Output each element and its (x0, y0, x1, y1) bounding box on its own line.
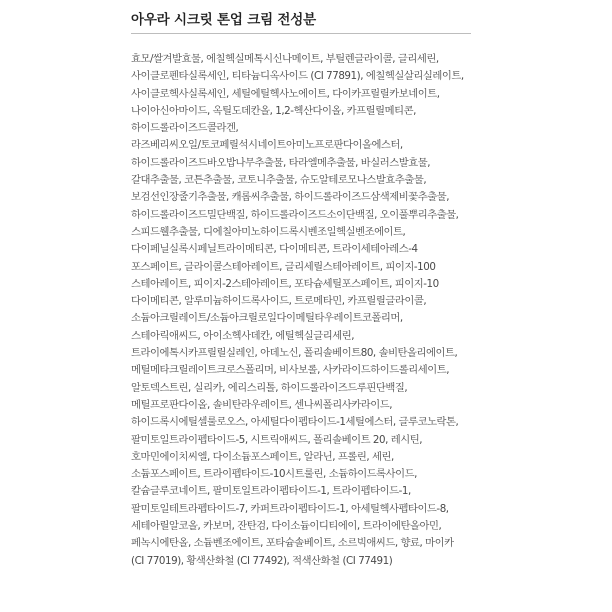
ingredient-line: 세테아릴알코올, 카보머, 잔탄검, 다이소듐이디티에이, 트라이에탄올아민, (131, 520, 442, 533)
ingredient-line: 호마민에이치씨엘, 다이소듐포스페이트, 알라닌, 프롤린, 세린, (131, 450, 394, 463)
ingredient-line: 다이메티콘, 알루미늄하이드록사이드, 트로메타민, 카프릴릴글라이콜, (131, 295, 427, 308)
ingredient-line: 하이드롤라이즈드밀단백질, 하이드롤라이즈드소이단백질, 오이풀뿌리추출물, (131, 208, 459, 221)
ingredient-line: 팔미토일테트라펩타이드-7, 카퍼트라이펩타이드-1, 아세틸헥사펩타이드-8, (131, 502, 449, 515)
ingredient-line: 팔미토일트라이펩타이드-5, 시트릭애씨드, 폴리솔베이트 20, 레시틴, (131, 433, 423, 446)
ingredient-line: 하이드롤라이즈드콜라겐, (131, 122, 239, 135)
ingredient-line: (CI 77019), 황색산화철 (CI 77492), 적색산화철 (CI 77491) (131, 554, 393, 567)
ingredient-line: 갈대추출물, 코튼추출물, 코토니추출물, 슈도알테로모나스발효추출물, (131, 174, 427, 187)
ingredient-line: 다이페닐실록시페닐트라이메티콘, 다이메티콘, 트라이세테아레스-4 (131, 243, 418, 256)
ingredient-line: 포스페이트, 글라이콜스테아레이트, 글리세릴스테아레이트, 피이지-100 (131, 260, 436, 273)
ingredient-line: 사이클로헥사실록세인, 세틸에틸헥사노에이트, 다이카프릴릴카보네이트, (131, 87, 440, 100)
ingredient-list (131, 51, 491, 570)
ingredient-line: 보검선인장줄기추출물, 캐롭씨추출물, 하이드롤라이즈드삼색제비꽃추출물, (131, 191, 450, 204)
ingredient-line: 트라이에톡시카프릴릴실레인, 아데노신, 폴리솔베이트80, 솔비탄올리에이트, (131, 347, 458, 360)
ingredient-line: 스테아릭애씨드, 아이소헥사데칸, 에틸헥실글리세린, (131, 329, 355, 342)
ingredient-line: 알토덱스트린, 실리카, 에리스리톨, 하이드롤라이즈드루핀단백질, (131, 381, 408, 394)
ingredient-line: 소듐아크릴레이트/소듐아크릴로일다이메틸타우레이트코폴리머, (131, 312, 403, 325)
title-divider (131, 33, 471, 34)
ingredient-line: 칼슘글루코네이트, 팔미토일트라이펩타이드-1, 트라이펩타이드-1, (131, 485, 411, 498)
ingredient-line: 효모/쌀겨발효물, 에칠헥실메톡시신나메이트, 부틸렌글라이콜, 글리세린, (131, 53, 439, 65)
ingredient-line: 라즈베리씨오일/토코페릴석시네이트아미노프로판다이올에스터, (131, 139, 403, 152)
ingredient-line: 스피드웰추출물, 디에칠아미노하이드록시벤조일헥실벤조에이트, (131, 225, 406, 238)
ingredient-line: 스테아레이트, 피이지-2스테아레이트, 포타슘세틸포스페이트, 피이지-10 (131, 277, 439, 290)
ingredient-line: 사이클로펜타실록세인, 티타늄디옥사이드 (CI 77891), 에칠헥실살리실레이트, (131, 70, 464, 83)
ingredient-line: 나이아신아마이드, 옥틸도데칸올, 1,2-헥산다이올, 카프릴릴메티콘, (131, 104, 416, 117)
ingredient-line: 하이드롤라이즈드바오밥나무추출물, 타라엘메추출물, 바실러스발효물, (131, 156, 431, 169)
ingredient-line: 메틸프로판다이올, 솔비탄라우레이트, 센나씨폴리사카라이드, (131, 398, 393, 411)
ingredient-line: 하이드록시에틸셀룰로오스, 아세틸다이펩타이드-1세틸에스터, 글루코노락톤, (131, 416, 459, 429)
page-title: 아우라 시크릿 톤업 크림 전성분 (131, 12, 316, 28)
ingredient-line: 소듐포스페이트, 트라이펩타이드-10시트룰린, 소듐하이드록사이드, (131, 468, 417, 481)
ingredient-line: 페녹시에탄올, 소듐벤조에이트, 포타슘솔베이트, 소르빅애씨드, 향료, 마이카 (131, 537, 454, 550)
ingredient-line: 메틸메타크릴레이트크로스폴리머, 비사보롤, 사카라이드하이드롤리세이트, (131, 364, 450, 377)
